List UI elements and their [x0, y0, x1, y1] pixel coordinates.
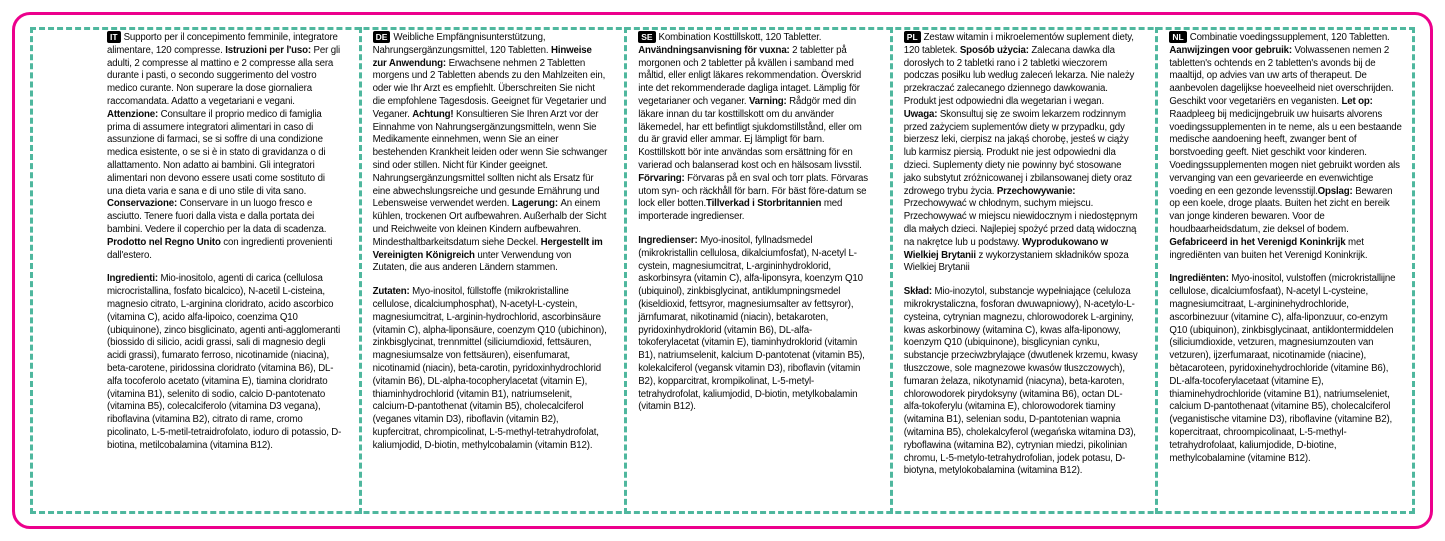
column-divider [624, 27, 627, 514]
directions-paragraph [107, 31, 342, 262]
dashed-frame [30, 27, 1415, 514]
text-run: Weibliche Empfängnisunterstützung, Nahrungsergänzungsmittel, 120 Tabletten. [372, 32, 551, 56]
text-run: An einem kühlen, trockenen Ort aufbewahren. Außerhalb der Sicht und Reichweite von kleinen Kindern aufbewahren. Mindesthaltbarkeitsdatum siehe Deckel. [372, 198, 607, 248]
text-run: Skład: [903, 286, 935, 298]
column-divider [890, 27, 893, 514]
text-run: med importerade ingredienser. [638, 198, 843, 223]
text-run: Uwaga: [903, 108, 940, 120]
text-run: Conservazione: [107, 198, 180, 210]
text-run: Let op: [1341, 95, 1373, 107]
text-run: con ingredienti provenienti dall'estero. [107, 236, 333, 261]
lang-badge-de: DE [373, 31, 391, 43]
text-run: Opslag: [1317, 185, 1356, 197]
text-run: Conservare in un luogo fresco e asciutto. Tenere fuori dalla vista e dalla portata dei bambini. Vedere il coperchio per la data di scadenza. [107, 198, 327, 235]
text-run: Przechowywanie: [996, 185, 1076, 197]
left-margin-spacer [33, 30, 105, 511]
text-run: Konsultieren Sie Ihren Arzt vor der Einnahme von Nahrungsergänzungsmitteln, wenn Sie Medikamente einnehmen, wenn Sie an einer bestehenden Krankheit leiden oder wenn Sie schwanger sind oder stillen. Nicht für Kinder geeignet. Nahrungsergänzungsmittel sollten nicht als Ersatz für eine abwechslungsreiche und gesunde Ernährung und Lebensweise verwendet werden. [372, 108, 608, 210]
text-run: z wykorzystaniem składników spoza Wielkiej Brytanii [903, 249, 1129, 274]
text-run: Myo-inositol, vulstoffen (microkristallijne cellulose, dicalciumfosfaat), N-acetyl L-cysteine, magnesiumcitraat, L-argininehydrochloride, ascorbinezuur (vitamine C), alfa-liponzuur, co-enzym Q10 (ubiquinon), zinkbisglycinaat, antiklontermiddelen (siliciumdioxide, vetzuren, magnesiumzouten van vetzuren), ijzerfumaraat, nicotinamide (niacine), bètacaroteen, pyridoxinehydrochloride (vitamine B6), DL-alfa-tocoferylacetaat (vitamine E), thiaminehydrochloride (vitamine B1), natriumseleniet, calcium D-pantothenaat (vitamine B5), cholecalciferol (veganistische vitamine D3), riboflavine (vitamine B2), kopercitraat, chroompicolinaat, L-5-methyl-tetrahydrofolaat, kaliumjodide, D-biotine, methylcobalamine (vitamine B12). [1169, 273, 1396, 464]
text-run: Tillverkad i Storbritannien [706, 198, 824, 210]
lang-badge-it: IT [107, 31, 121, 43]
ingredients-paragraph [638, 235, 873, 414]
column-nl [1167, 30, 1412, 511]
lang-badge-nl: NL [1169, 31, 1186, 43]
text-run: Ingredienser: [638, 234, 701, 246]
text-run: Supporto per il concepimento femminile, integratore alimentare, 120 compresse. [107, 32, 338, 56]
text-run: Mio-inositolo, agenti di carica (cellulosa microcristallina, fosfato bicalcico), N-acetil L-cisteina, magnesio citrato, L-arginina cloridrato, acido ascorbico (vitamina C), acido alfa-lipoico, coenzima Q10 (ubiquinone), zinco bisglicinato, agenti anti-agglomeranti (biossido di silicio, acidi grassi, sali di magnesio degli acidi grassi), fumarato ferroso, nicotinamide (niacina), beta-carotene, piridossina cloridrato (vitamina B6), DL-alfa tocoferolo acetato (vitamina E), tiamina cloridrato (vitamina B1), selenito di sodio, calcio D-pantotenato (vitamina B5), colecalciferolo (vitamina D3 vegana), riboflavina (vitamina B2), citrato di rame, cromo picolinato, L-5-metil-tetraidrofolato, ioduro di potassio, D-biotina, metilcobalamina (vitamina B12). [107, 273, 342, 451]
text-run: Achtung! [412, 108, 457, 120]
column-de [371, 30, 616, 511]
column-pl [902, 30, 1147, 511]
column-se [636, 30, 881, 511]
column-divider [1155, 27, 1158, 514]
text-run: Istruzioni per l'uso: [225, 44, 314, 56]
text-run: Myo-inositol, füllstoffe (mikrokristalline cellulose, dicalciumphosphat), N-acetyl-L-cystein, magnesiumcitrat, L-arginin-hydrochlorid, ascorbinsäure (vitamin C), alpha-liponsäure, coenzym Q10 (ubichinon), zinkbisglycinat, trennmittel (siliciumdioxid, fettsäuren, magnesiumsalze von fettsäuren), eisenfumarat, nicotinamid (niacin), beta-carotin, pyridoxinhydrochlorid (vitamin B6), DL-alpha-tocopherylacetat (vitamin E), thiaminhydrochlorid (vitamin B1), natriumselenit, calcium-D-pantothenat (vitamin B5), cholecalciferol (veganes vitamin D3), riboflavin (vitamin B2), kupfercitrat, chrompicolinat, L-5-methyl-tetrahydrofolat, kaliumjodid, D-biotin, methylcobalamin (vitamin B12). [372, 286, 607, 451]
text-run: Per gli adulti, 2 compresse al mattino e 2 compresse alla sera durante i pasti, o secondo suggerimento del vostro medico curante. Non superare la dose giornaliera raccomandata. Adatto a vegetariani e vegani. [107, 44, 340, 107]
text-run: Aanwijzingen voor gebruik: [1169, 44, 1295, 56]
text-run: met ingrediënten van buiten het Verenigd Koninkrijk. [1169, 236, 1368, 261]
text-run: Gefabriceerd in het Verenigd Koninkrijk [1169, 236, 1349, 248]
text-run: Volwassenen nemen 2 tabletten's ochtends en 2 tabletten's avonds bij de maaltijd, op advies van uw arts of therapeut. De aanbevolen dagelijkse hoeveelheid niet overschrijden. Geschikt voor vegetariërs en veganisten. [1169, 44, 1394, 107]
text-run: Myo-inositol, fyllnadsmedel (mikrokristallin cellulosa, dikalciumfosfat), N-acetyl L-cystein, magnesiumcitrat, L-argininhydroklorid, askorbinsyra (vitamin C), alfa-liponsyra, koenzym Q10 (ubiquinol), zinkbisglycinat, antiklumpningsmedel (kiseldioxid, fettsyror, magnesiumsalter av fettsyror), järnfumarat, nikotinamid (niacin), betakaroten, pyridoxinhydroklorid (vitamin B6), DL-alfa-tokoferylacetat (vitamin E), tiaminhydroklorid (vitamin B1), natriumselenit, kalcium D-pantotenat (vitamin B5), kolekalciferol (vegansk vitamin D3), riboflavin (vitamin B2), kopparcitrat, krompikolinat, L-5-metyl-tetrahydrofolat, kaliumjodid, D-biotin, metylkobalamin (vitamin B12). [638, 234, 865, 413]
text-run: Zestaw witamin i mikroelementów suplement diety, 120 tabletek. [903, 32, 1134, 56]
text-run: 2 tabletter på morgonen och 2 tabletter på kvällen i samband med måltid, eller enligt läkares rekommendation. Överskrid inte det rekommenderade dagliga intaget. Lämplig för vegetarianer och veganer. [638, 44, 862, 107]
text-run: Prodotto nel Regno Unito [107, 236, 224, 248]
text-run: Consultare il proprio medico di famiglia prima di assumere integratori alimentari in caso di assunzione di farmaci, se si soffre di una condizione medica esistente, o se si è in stato di gravidanza o di allattamento. Non adatto ai bambini. Gli integratori alimentari non devono essere usati come sostituto di una dieta varia e sana e di uno stile di vita sano. [107, 108, 326, 197]
text-run: Zalecana dawka dla dorosłych to 2 tabletki rano i 2 tabletki wieczorem podczas posiłku lub według zaleceń lekarza. Nie należy przekraczać zalecanego dziennego dawkowania. Produkt jest odpowiedni dla wegetarian i wegan. [903, 44, 1135, 107]
label-sheet [12, 12, 1433, 529]
directions-paragraph [1169, 31, 1404, 262]
text-run: Varning: [749, 95, 790, 107]
directions-paragraph [638, 31, 873, 224]
text-run: Rådgör med din läkare innan du tar kosttillskott om du använder läkemedel, har ett befintligt sjukdomstillstånd, eller om du är gravid eller ammar. Ej lämpligt för barn. Kosttillskott bör inte användas som ersättning för en varierad och balanserad kost och en hälsosam livsstil. [638, 95, 862, 171]
text-run: Användningsanvisning för vuxna: [638, 44, 793, 56]
text-run: Ingrediënten: [1169, 273, 1232, 285]
ingredients-paragraph [1169, 273, 1404, 465]
text-run: Zutaten: [372, 286, 413, 298]
ingredients-paragraph [107, 273, 342, 452]
text-run: Combinatie voedingssupplement, 120 Tabletten. [1189, 32, 1390, 43]
text-run: Hergestellt im Vereinigten Königreich [372, 236, 603, 261]
text-run: Erwachsene nehmen 2 Tabletten morgens und 2 Tabletten abends zu den Mahlzeiten ein, oder wie Ihr Arzt es empfiehlt. Überschreiten Sie nicht die empfohlene Tagesdosis. Geeignet für Vegetarier und Veganer. [372, 57, 607, 120]
text-run: Attenzione: [107, 108, 161, 120]
column-divider [359, 27, 362, 514]
text-run: Lagerung: [511, 198, 561, 210]
text-run: Sposób użycia: [959, 44, 1032, 56]
text-run: Wyprodukowano w Wielkiej Brytanii [903, 236, 1109, 261]
text-run: Kombination Kosttillskott, 120 Tabletter. [658, 32, 822, 43]
column-it [105, 30, 350, 511]
text-run: Raadpleeg bij medicijngebruik uw huisarts alvorens voedingssupplementen in te neme, als u een bestaande medische aandoening heeft, zwanger bent of borstvoeding geeft. Niet geschikt voor kinderen. Voedingssupplementen mogen niet gebruikt worden als vervanging van een gevarieerde en evenwichtige voeding en een gezonde levensstijl. [1169, 108, 1402, 197]
directions-paragraph [904, 31, 1139, 275]
text-run: Förvaras på en sval och torr plats. Förvaras utom syn- och räckhåll för barn. För bäst före-datum se lock eller botten. [638, 172, 868, 210]
ingredients-paragraph [904, 286, 1139, 478]
text-run: Bewaren op een koele, droge plaats. Buiten het zicht en bereik van jonge kinderen bewaren. Voor de houdbaarheidsdatum, zie deksel of bodem. [1169, 185, 1393, 235]
text-run: Hinweise zur Anwendung: [372, 44, 592, 69]
text-run: Mio-inozytol, substancje wypełniające (celuloza mikrokrystaliczna, fosforan dwuwapniowy), N-acetylo-L-cysteina, cytrynian magnezu, chlorowodorek L-argininy, kwas askorbinowy (witamina C), kwas alfa-liponowy, koenzym Q10 (ubiquinone), bisglicynian cynku, substancje przeciwzbrylające (dwutlenek krzemu, kwasy tłuszczowe, sole magnezowe kwasów tłuszczowych), fumaran żelaza, nikotynamid (niacyna), beta-karoten, chlorowodorek pirydoksyny (witamina B6), octan DL-alfa-tokoferylu (witamina E), chlorowodorek tiaminy (witamina B1), selenian sodu, D-pantotenian wapnia (witamina B5), cholekalcyferol (wegańska witamina D3), ryboflawina (witamina B2), cytrynian miedzi, pikolinian chromu, L-5-metylo-tetrahydrofolian, jodek potasu, D-biotyna, metylokobalamina (witamina B12). [903, 286, 1138, 477]
text-run: unter Verwendung von Zutaten, die aus anderen Ländern stammen. [372, 249, 572, 274]
columns [33, 30, 1412, 511]
lang-badge-se: SE [638, 31, 655, 43]
text-run: Förvaring: [638, 172, 688, 184]
ingredients-paragraph [373, 286, 608, 452]
text-run: Przechowywać w chłodnym, suchym miejscu. Przechowywać w miejscu niewidocznym i niedostępnym dla małych dzieci. Najlepiej spożyć przed datą widoczną na nakrętce lub u podstawy. [903, 198, 1138, 248]
lang-badge-pl: PL [904, 31, 921, 43]
text-run: Skonsultuj się ze swoim lekarzem rodzinnym przed zażyciem suplementów diety w przypadku, gdy bierzesz leki, cierpisz na jakąś chorobę, jesteś w ciąży lub karmisz piersią. Produkt nie jest odpowiedni dla dzieci. Suplementy diety nie powinny być stosowane jako substytut zróżnicowanej i zbilansowanej diety oraz zdrowego trybu życia. [903, 108, 1132, 197]
text-run: Ingredienti: [107, 273, 161, 285]
directions-paragraph [373, 31, 608, 275]
